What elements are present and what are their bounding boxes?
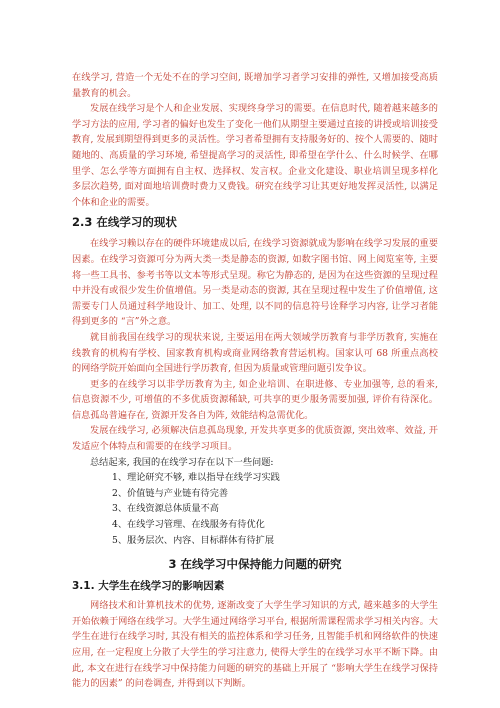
problem-item: 5、服务层次、内容、目标群体有待扩展 xyxy=(112,534,275,546)
document-body xyxy=(72,70,438,692)
paragraph-current-status: 就目前我国在线学习的现状来说, 主要运用在两大领域学历教育与非学历教育, 实施在线教育的机构有学校、国家教育机构或商业网络教育营运机构。国家认可 68 所重点高校的网络学院开始面向全国进行学历教育, 但因为质量或管理问题引发争议。 xyxy=(72,331,438,375)
paragraph-intro-continuation: 在线学习, 营造一个无处不在的学习空间, 既增加学习者学习安排的弹性, 又增加接受高质量教育的机会。 xyxy=(72,72,438,99)
paragraph-summary: 总结起来, 我国的在线学习存在以下一些问题: xyxy=(90,456,274,468)
paragraph-non-degree: 更多的在线学习以非学历教育为主, 如企业培训、在职进修、专业加强等, 总的看来, 信息资源不少, 可增值的不多优质资源稀缺, 可共享的更少服务需要加强, 评价有待深化。信息孤岛普遍存在, 资源开发各自为阵, 效能结构急需优化。 xyxy=(72,378,438,421)
problem-item: 4、在线学习管理、在线服务有待优化 xyxy=(112,519,265,531)
section-heading-2-3: 2.3 在线学习的现状 xyxy=(72,215,177,230)
paragraph-development-need: 发展在线学习是个人和企业发展、实现终身学习的需要。在信息时代, 随着越来越多的学习方法的应用, 学习者的偏好也发生了变化一他们从期望主要通过直接的讲授或培训接受教育, 发展到期望得到更多的灵活性。学习者希望拥有支持服务好的、按个人需要的、随时随地的、高质量的学习环境, 希望提高学习的灵活性, 即希望在学什么、什么时候学、在哪里学、怎么学等方面拥有自主权、选择权、发言权。企业文化建设、职业培训呈现多样化多层次趋势, 面对面地培训费时费力又费钱。研究在线学习让其更好地发挥灵活性, 以满足个体和企业的需要。 xyxy=(72,103,438,208)
chapter-heading-3: 3 在线学习中保持能力问题的研究 xyxy=(168,557,342,572)
problem-item: 1、理论研究不够, 难以指导在线学习实践 xyxy=(112,472,280,484)
problem-item: 3、在线资源总体质量不高 xyxy=(112,503,219,515)
paragraph-resources: 在线学习赖以存在的硬件环境建成以后, 在线学习资源就成为影响在线学习发展的重要因素。在线学习资源可分为两大类一类是静态的资源, 如数字图书馆、网上阅览室等, 主要将一些工具书、参考书等以文本等形式呈现。称它为静态的, 是因为在这些资源的呈现过程中并没有或很少发生价值增值。另一类是动态的资源, 其在呈现过程中发生了价值增值, 这需要专门人员通过科学地设计、加工、处理, 以不同的信息符号诠释学习内容, 让学习者能得到更多的 “言”外之意。 xyxy=(72,238,438,328)
paragraph-influencing-factors: 网络技术和计算机技术的优势, 逐渐改变了大学生学习知识的方式, 越来越多的大学生开始依赖于网络在线学习。大学生通过网络学习平台, 根据所需课程需求学习相关内容。大学生在进行在线学习时, 其没有相关的监控体系和学习任务, 且智能手机和网络软件的快速应用, 在一定程度上分散了大学生的学习注意力, 使得大学生的在线学习水平不断下降。由此, 本文在进行在线学习中保持能力问题的研究的基础上开展了 “影响大学生在线学习保持能力的因素” 的问卷调查, 并得到以下判断。 xyxy=(72,600,438,690)
paragraph-solution: 发展在线学习, 必须解决信息孤岛现象, 开发共享更多的优质资源, 突出效率、效益, 开发适应个体特点和需要的在线学习项目。 xyxy=(72,425,438,453)
problem-item: 2、价值链与产业链有待完善 xyxy=(112,487,229,499)
problem-list xyxy=(72,470,438,548)
section-heading-3-1: 3.1. 大学生在线学习的影响因素 xyxy=(72,580,225,593)
